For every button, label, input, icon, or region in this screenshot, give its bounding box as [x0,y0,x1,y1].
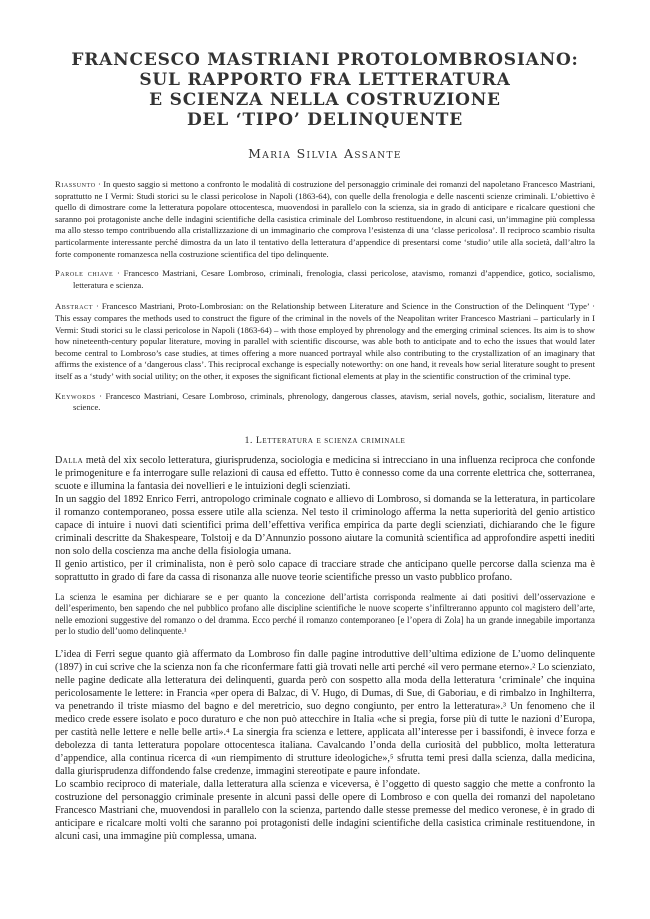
abstract-label: Abstract [55,301,94,312]
title-line: DEL ‘TIPO’ DELINQUENTE [186,110,463,130]
body-paragraph [55,454,595,493]
parole-chiave-label: Parole chiave [55,268,114,279]
body-paragraph: L’idea di Ferri segue quanto già affermato da Lombroso fin dalle pagine introduttive dell’ultima edizione de L’uomo delinquente (1897) in cui scrive che la scienza non fa che riconfermare fatti già trovati nelle arti perché «il vero permane eterno».² Lo scienziato, nelle pagine dedicate alla letteratura dei delinquenti, guarda però con sospetto alla moda della letteratura ‘criminale’ che inquina pericolosamente le lettere: in Francia «per opera di Balzac, di V. Hugo, di Dumas, di Sue, di Gaboriau, e di rimbalzo in Inghilterra, va penetrando il triste miasmo del bagno e del meretricio, suo degno congiunto, per entro la letteratura».³ Un fenomeno che il medico crede essere isolato e poco duraturo e che non può attecchire in Italia «che si pregia, forse più di tutte le nazioni d’Europa, per castità nelle lettere e nelle belle arti».⁴ La sinergia fra scienza e lettere, applicata all’interesse per i bassifondi, è invece forza e debolezza di tanta letteratura popolare ottocentesca italiana. Cavalcando l’onda della curiosità del pubblico, molta letteratura d’appendice, alla continua ricerca di «un riempimento di strutture ideologiche»,⁵ sfrutta temi presi dalla scienza, dalla medicina, dalla giurisprudenza diffondendo false credenze, immagini stereotipate e paure infondate. [55,649,595,778]
riassunto-text: · In questo saggio si mettono a confronto le modalità di costruzione del personaggio criminale dei romanzi del napoletano Francesco Mastriani, soprattutto ne I Vermi: Studi storici su le classi pericolose in Napoli (1863-64), con quelle della frenologia e delle nascenti scienze criminali. L’obiettivo è quello di dimostrare come la letteratura popolare ottocentesca, muovendosi in parallelo con la scienza, sia in grado di anticipare e ricalcare questioni che saranno poi protagoniste anche delle indagini scientifiche della casistica criminale del Lombroso restituendone, in alcuni casi, un’immagine più complessa ma allo stesso tempo contribuendo alla cristallizzazione di un immaginario che comprova l’esistenza di una ‘classe pericolosa’. Il reciproco scambio risulta particolarmente interessante perché dimostra da un lato il tentativo della letteratura d’appendice di presentarsi come ‘studio’ utile alla società, dall’altro la forte componente romanzesca nella costruzione scientifica del tipo delinquente. [55,179,595,259]
section-heading: 1. Letteratura e scienza criminale [244,435,406,446]
body-paragraph: Il genio artistico, per il criminalista, non è però solo capace di tracciare strade che anticipano quelle percorse dalla scienza ma è soprattutto in grado di fare da cassa di risonanza alle nuove teorie scientifiche presso un vasto pubblico profano. [55,558,595,583]
author-name: Maria Silvia Assante [248,146,402,161]
abstract-block [55,301,595,382]
body-paragraph: In un saggio del 1892 Enrico Ferri, antropologo criminale cognato e allievo di Lombroso, si domanda se la letteratura, in particolare il romanzo contemporaneo, possa essere utile alla scienza. Nel testo il criminologo afferma la netta superiorità del genio artistico capace di intuire i nuovi dati scientifici prima dell’effettiva verifica empirica da parte degli scienziati, dichiarando che le figure criminali descritte da Shakespeare, Tolstoij e da D’Annunzio possono aiutare la comunità scientifica ad approfondire aspetti inediti non solo della coscienza ma anche della fisiologia umana. [55,493,595,557]
riassunto-block [55,179,595,260]
keywords-label: Keywords [55,390,96,401]
body-paragraph: Lo scambio reciproco di materiale, dalla letteratura alla scienza e viceversa, è l’oggetto di questo saggio che mette a confronto la costruzione del personaggio criminale presente in alcuni passi delle opere di Lombroso e con quella dei romanzi del napoletano Francesco Mastriani che, muovendosi in parallelo con la scienza, partendo dalle stesse premesse del medico veronese, è in grado di anticipare e ricalcare molti volti che saranno poi protagonisti delle indagini scientifiche della casistica criminale restituendone, in alcuni casi, una immagine più complessa, umana. [55,779,595,843]
parole-chiave-block [55,268,595,291]
title-line: SUL RAPPORTO FRA LETTERATURA [139,70,511,90]
paragraph-lead: Dalla [55,454,84,466]
keywords-text: · Francesco Mastriani, Cesare Lombroso, criminals, phrenology, dangerous classes, atavism, serial novels, gothic, socialism, literature and science. [73,390,595,413]
parole-chiave-text: · Francesco Mastriani, Cesare Lombroso, criminali, frenologia, classi pericolose, atavismo, romanzi d’appendice, gotico, socialismo, letteratura e scienza. [73,268,595,290]
riassunto-label: Riassunto [55,179,96,189]
paragraph-text: metà del xix secolo letteratura, giurisprudenza, sociologia e medicina si intrecciano in una influenza reciproca che confonde le primogeniture e fa interrogare sulle relazioni di causa ed effetto. Tutto è connesso come da una corrente elettrica che, sotterranea, scuote e illumina la fantasia dei novellieri e le intuizioni degli scienziati. [55,454,595,492]
abstract-text: · Francesco Mastriani, Proto-Lombrosian: on the Relationship between Literature and Science in the Construction of the Delinquent ‘Type’ · This essay compares the methods used to construct the figure of the criminal in the novels of the Neapolitan writer Francesco Mastriani – particularly in I Vermi: Studi storici su le classi pericolose in Napoli (1863-64) – with those employed by phrenology and the emerging criminal sciences. Its aim is to show how nineteenth-century popular literature, moving in parallel with scientific discourse, was able both to anticipate and to echo the issues that would later become central to Lombroso’s case studies, at times offering a more nuanced portrayal while also contributing to the crystallization of an imaginary that affirms the existence of a ‘dangerous class’. This reciprocal exchange is especially noteworthy: on one hand, it reveals how serial literature sought to present itself as a ‘study’ with social utility; on the other, it exposes the significant fictional elements at play in the scientific construction of the criminal type. [55,301,595,381]
article-title [55,50,595,130]
title-line: FRANCESCO MASTRIANI PROTOLOMBROSIANO: [71,50,579,70]
keywords-block [55,391,595,414]
title-line: E SCIENZA NELLA COSTRUZIONE [149,90,501,110]
block-quote: La scienza le esamina per dichiarare se e per quanto la concezione dell’artista corrisponda realmente ai dati positivi dell’osservazione e dell’esperimento, ben sapendo che nel pubblico profano alle discipline scientifiche le nuove scoperte s’infiltreranno appunto col magistero dell’arte, nelle emozioni suggestive del romanzo o del dramma. Ecco perché il romanzo contemporaneo [e l’opera di Zola] ha un grande innegabile importanza per lo studio dell’uomo delinquente.¹ [55,591,595,637]
